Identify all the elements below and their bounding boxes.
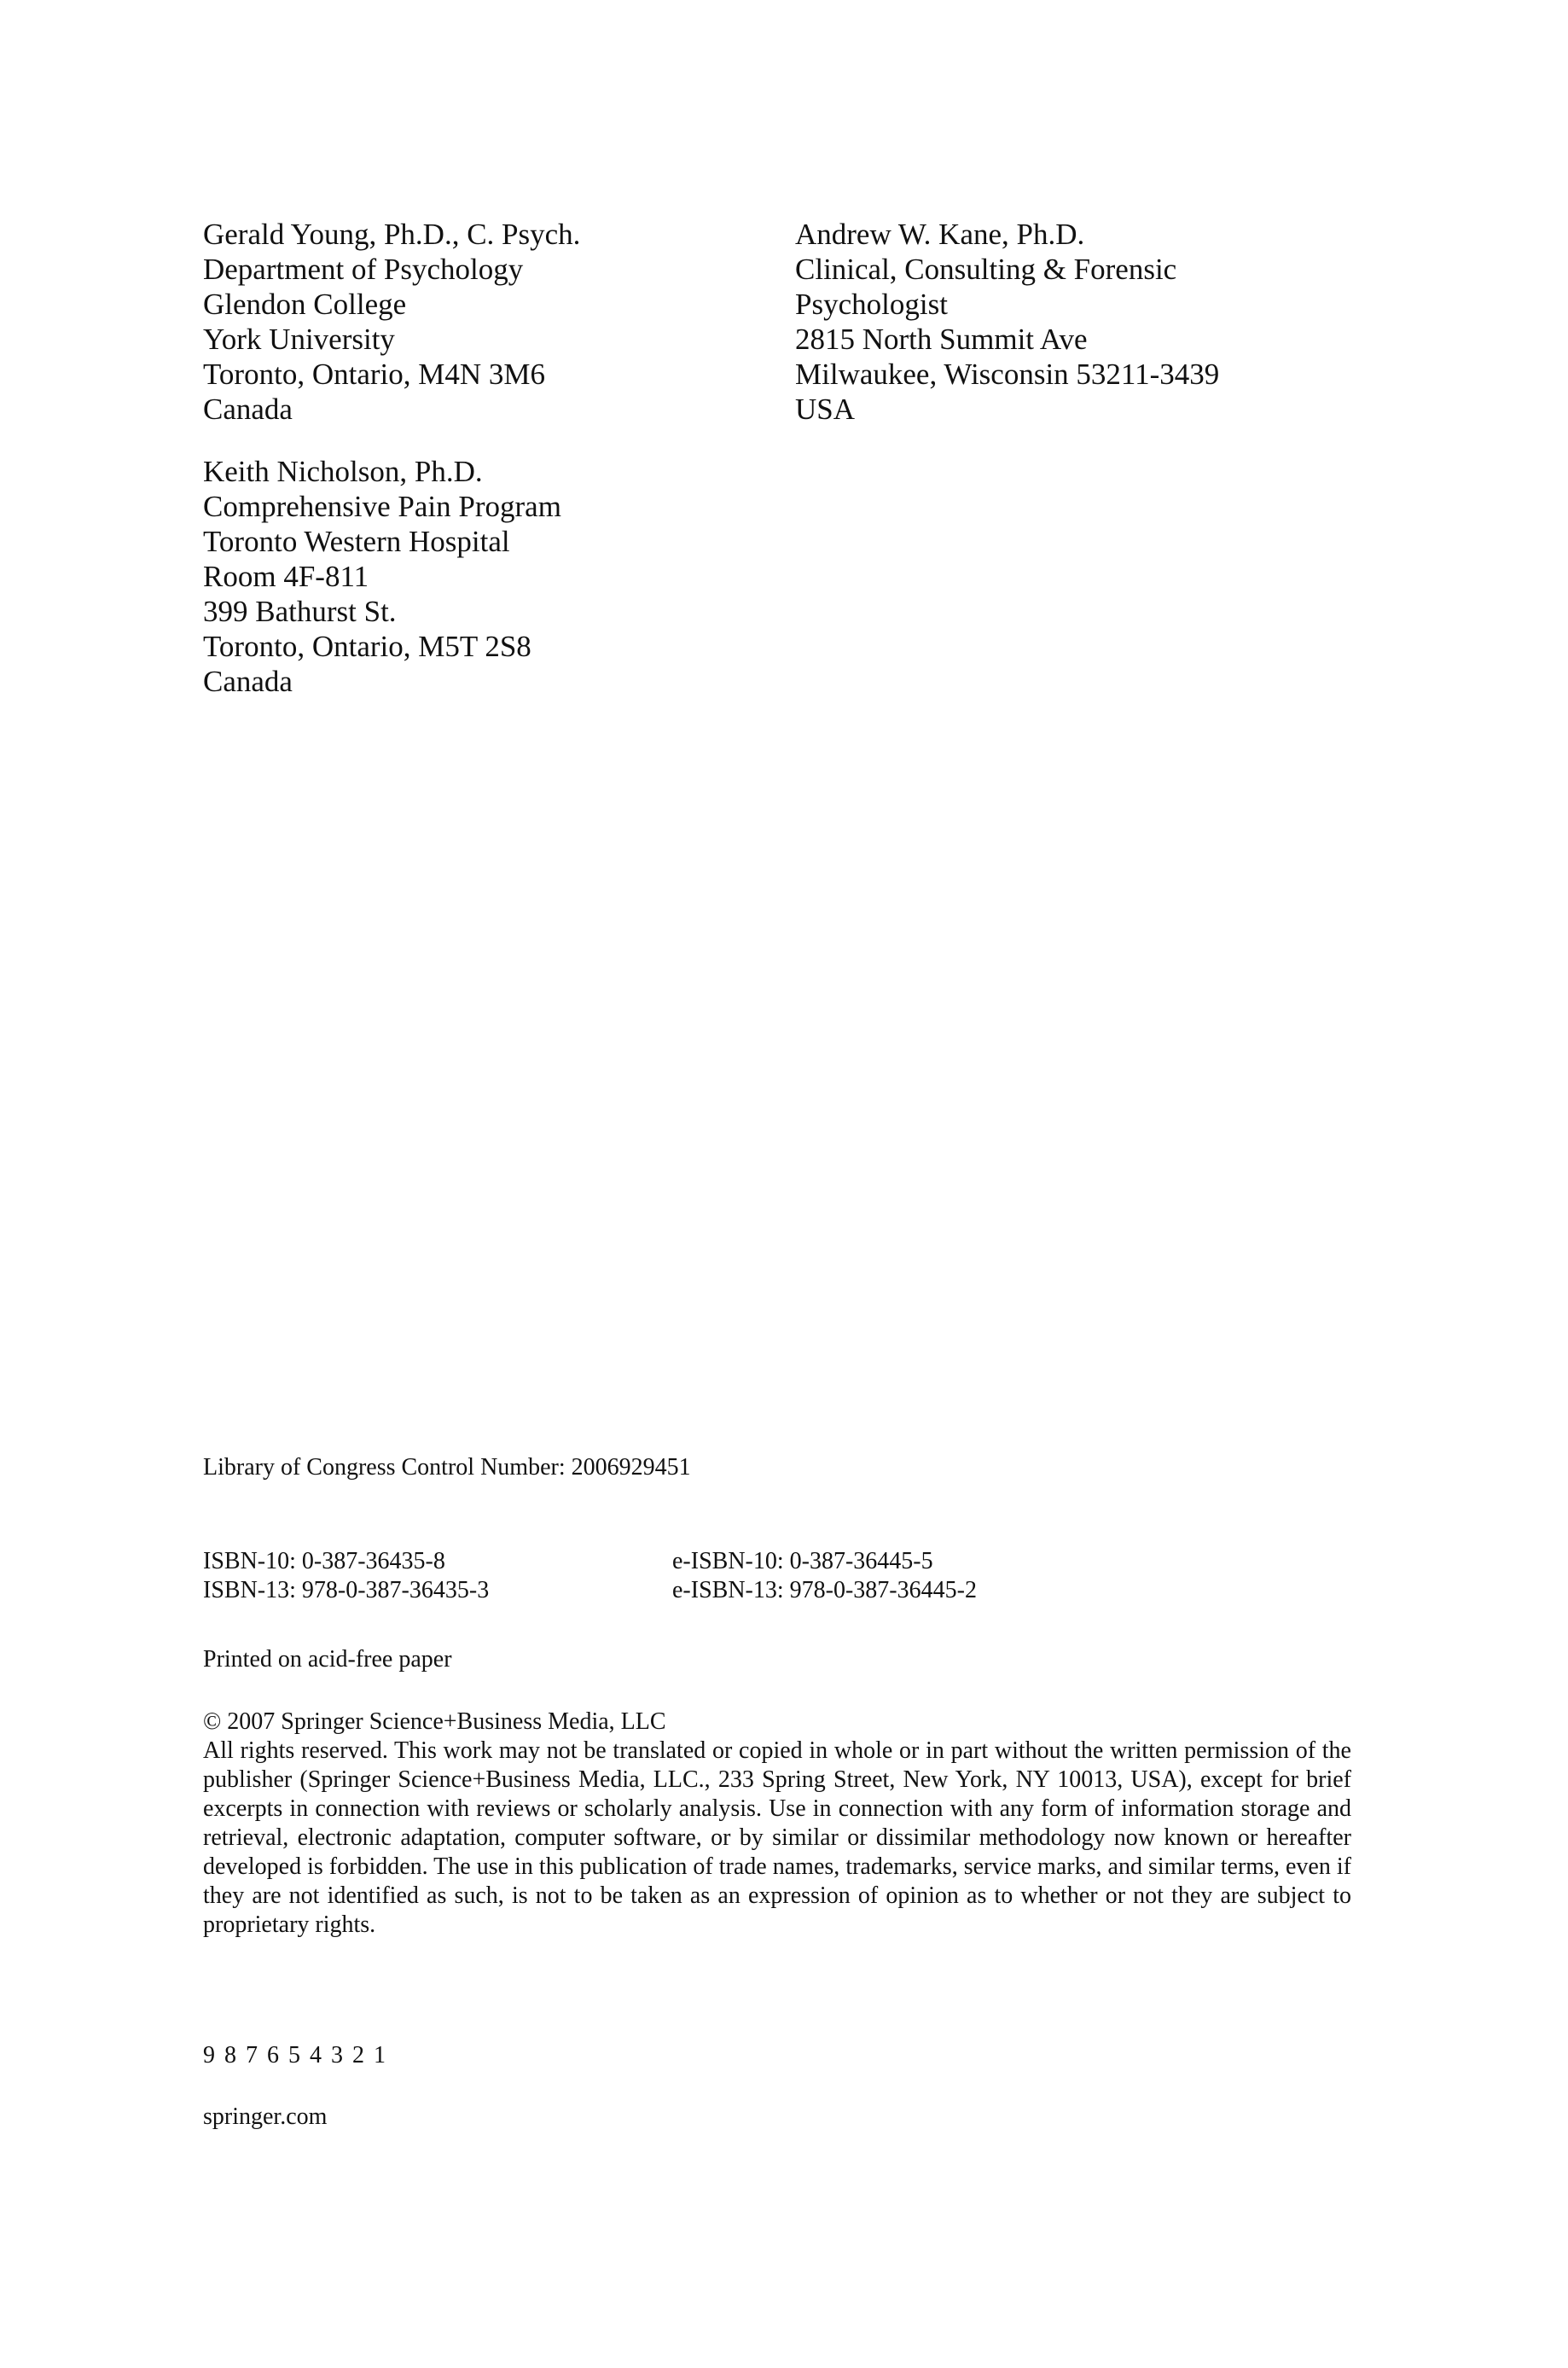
rights-statement: All rights reserved. This work may not be translated or copied in whole or in part without the written permission of the publisher (Springer Science+Business Media, LLC., 233 Spring Street, New York, NY 10013, USA), except for brief excerpts in connection with reviews or scholarly analysis. Use in connection with any form of information storage and retrieval, electronic adaptation, computer software, or by similar or dissimilar methodology now known or hereafter developed is forbidden. The use in this publication of trade names, trademarks, service marks, and similar terms, even if they are not identified as such, is not to be taken as an expression of opinion as to whether or not they are subject to proprietary rights.: [203, 1737, 1351, 1938]
copyright-block: [203, 1708, 1351, 1940]
address-line: Department of Psychology: [203, 253, 524, 286]
address-line: Toronto, Ontario, M5T 2S8: [203, 630, 531, 663]
author-address-young: [203, 217, 580, 427]
e-isbn-13: e-ISBN-13: 978-0-387-36445-2: [672, 1577, 977, 1603]
copyright-notice: © 2007 Springer Science+Business Media, LLC: [203, 1708, 666, 1735]
address-line: Comprehensive Pain Program: [203, 490, 561, 523]
address-line: York University: [203, 323, 395, 356]
address-line: Milwaukee, Wisconsin 53211-3439: [795, 358, 1220, 391]
address-line: Clinical, Consulting & Forensic: [795, 253, 1177, 286]
electronic-isbn-list: [672, 1547, 977, 1605]
address-line: Canada: [203, 665, 293, 698]
publisher-website: springer.com: [203, 2103, 328, 2130]
address-line: Keith Nicholson, Ph.D.: [203, 455, 483, 488]
isbn-10: ISBN-10: 0-387-36435-8: [203, 1548, 445, 1574]
address-line: USA: [795, 393, 856, 426]
address-line: 2815 North Summit Ave: [795, 323, 1088, 356]
library-of-congress-number: Library of Congress Control Number: 2006929451: [203, 1454, 691, 1481]
address-line: Andrew W. Kane, Ph.D.: [795, 218, 1085, 251]
isbn-13: ISBN-13: 978-0-387-36435-3: [203, 1577, 490, 1603]
address-line: Room 4F-811: [203, 560, 369, 593]
address-line: Glendon College: [203, 288, 407, 321]
print-isbn-list: [203, 1547, 489, 1605]
author-address-nicholson: [203, 454, 561, 699]
address-line: Gerald Young, Ph.D., C. Psych.: [203, 218, 581, 251]
paper-note: Printed on acid-free paper: [203, 1646, 452, 1673]
address-line: Psychologist: [795, 288, 948, 321]
author-address-kane: [795, 217, 1219, 427]
e-isbn-10: e-ISBN-10: 0-387-36445-5: [672, 1548, 933, 1574]
address-line: Toronto, Ontario, M4N 3M6: [203, 358, 545, 391]
address-line: 399 Bathurst St.: [203, 595, 397, 628]
printer-key: 9 8 7 6 5 4 3 2 1: [203, 2042, 387, 2068]
address-line: Canada: [203, 393, 293, 426]
address-line: Toronto Western Hospital: [203, 525, 510, 558]
